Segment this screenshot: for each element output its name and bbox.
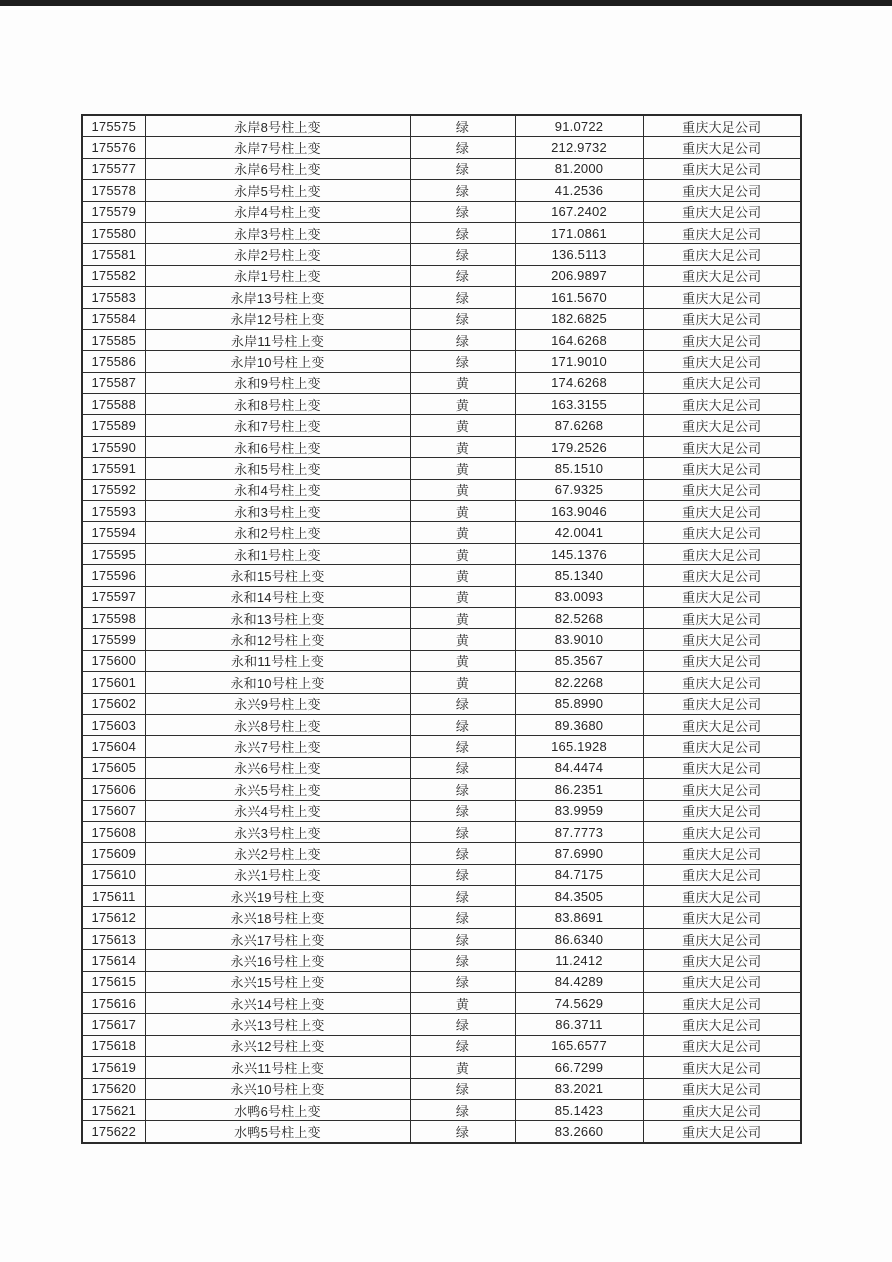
cell-name: 永和4号柱上变 bbox=[145, 479, 410, 500]
cell-company: 重庆大足公司 bbox=[643, 693, 801, 714]
cell-name: 永兴7号柱上变 bbox=[145, 736, 410, 757]
table-row bbox=[82, 180, 801, 201]
cell-value: 83.2021 bbox=[515, 1078, 643, 1099]
cell-company: 重庆大足公司 bbox=[643, 372, 801, 393]
cell-name: 永和10号柱上变 bbox=[145, 672, 410, 693]
cell-id: 175582 bbox=[82, 265, 145, 286]
cell-status: 绿 bbox=[410, 222, 515, 243]
cell-name: 永兴10号柱上变 bbox=[145, 1078, 410, 1099]
cell-status: 绿 bbox=[410, 779, 515, 800]
table-row bbox=[82, 137, 801, 158]
cell-status: 黄 bbox=[410, 629, 515, 650]
cell-value: 83.9959 bbox=[515, 800, 643, 821]
cell-company: 重庆大足公司 bbox=[643, 1014, 801, 1035]
cell-id: 175575 bbox=[82, 115, 145, 137]
cell-id: 175603 bbox=[82, 714, 145, 735]
cell-company: 重庆大足公司 bbox=[643, 565, 801, 586]
cell-status: 绿 bbox=[410, 137, 515, 158]
cell-id: 175592 bbox=[82, 479, 145, 500]
cell-name: 永和9号柱上变 bbox=[145, 372, 410, 393]
cell-name: 永兴14号柱上变 bbox=[145, 993, 410, 1014]
cell-value: 87.7773 bbox=[515, 821, 643, 842]
cell-status: 绿 bbox=[410, 287, 515, 308]
cell-name: 永和1号柱上变 bbox=[145, 543, 410, 564]
cell-company: 重庆大足公司 bbox=[643, 436, 801, 457]
cell-company: 重庆大足公司 bbox=[643, 907, 801, 928]
cell-company: 重庆大足公司 bbox=[643, 501, 801, 522]
cell-id: 175589 bbox=[82, 415, 145, 436]
table-row bbox=[82, 479, 801, 500]
cell-name: 永兴2号柱上变 bbox=[145, 843, 410, 864]
cell-status: 黄 bbox=[410, 522, 515, 543]
cell-company: 重庆大足公司 bbox=[643, 672, 801, 693]
cell-company: 重庆大足公司 bbox=[643, 244, 801, 265]
cell-value: 11.2412 bbox=[515, 950, 643, 971]
cell-status: 绿 bbox=[410, 821, 515, 842]
cell-status: 绿 bbox=[410, 693, 515, 714]
cell-id: 175607 bbox=[82, 800, 145, 821]
cell-status: 绿 bbox=[410, 1078, 515, 1099]
table-row bbox=[82, 308, 801, 329]
cell-id: 175583 bbox=[82, 287, 145, 308]
table-row bbox=[82, 287, 801, 308]
cell-status: 黄 bbox=[410, 436, 515, 457]
cell-status: 绿 bbox=[410, 329, 515, 350]
cell-status: 绿 bbox=[410, 886, 515, 907]
cell-status: 绿 bbox=[410, 308, 515, 329]
cell-name: 永兴8号柱上变 bbox=[145, 714, 410, 735]
cell-value: 83.0093 bbox=[515, 586, 643, 607]
cell-id: 175601 bbox=[82, 672, 145, 693]
cell-id: 175588 bbox=[82, 394, 145, 415]
cell-status: 黄 bbox=[410, 501, 515, 522]
table-row bbox=[82, 843, 801, 864]
cell-id: 175617 bbox=[82, 1014, 145, 1035]
cell-id: 175606 bbox=[82, 779, 145, 800]
cell-company: 重庆大足公司 bbox=[643, 971, 801, 992]
cell-company: 重庆大足公司 bbox=[643, 265, 801, 286]
cell-status: 绿 bbox=[410, 800, 515, 821]
cell-id: 175580 bbox=[82, 222, 145, 243]
cell-value: 89.3680 bbox=[515, 714, 643, 735]
table-row bbox=[82, 244, 801, 265]
cell-company: 重庆大足公司 bbox=[643, 928, 801, 949]
cell-value: 67.9325 bbox=[515, 479, 643, 500]
cell-value: 84.3505 bbox=[515, 886, 643, 907]
table-row bbox=[82, 1078, 801, 1099]
cell-value: 87.6990 bbox=[515, 843, 643, 864]
cell-status: 绿 bbox=[410, 1014, 515, 1035]
table-row bbox=[82, 1014, 801, 1035]
cell-value: 66.7299 bbox=[515, 1057, 643, 1078]
cell-id: 175613 bbox=[82, 928, 145, 949]
cell-name: 永兴15号柱上变 bbox=[145, 971, 410, 992]
table-row bbox=[82, 864, 801, 885]
cell-value: 83.8691 bbox=[515, 907, 643, 928]
cell-value: 171.0861 bbox=[515, 222, 643, 243]
table-row bbox=[82, 607, 801, 628]
cell-status: 黄 bbox=[410, 672, 515, 693]
cell-status: 黄 bbox=[410, 543, 515, 564]
cell-status: 绿 bbox=[410, 843, 515, 864]
table-row bbox=[82, 993, 801, 1014]
cell-value: 82.5268 bbox=[515, 607, 643, 628]
cell-value: 83.2660 bbox=[515, 1121, 643, 1143]
table-row bbox=[82, 351, 801, 372]
cell-status: 黄 bbox=[410, 372, 515, 393]
cell-status: 绿 bbox=[410, 115, 515, 137]
cell-name: 永和14号柱上变 bbox=[145, 586, 410, 607]
cell-company: 重庆大足公司 bbox=[643, 415, 801, 436]
cell-company: 重庆大足公司 bbox=[643, 137, 801, 158]
cell-value: 145.1376 bbox=[515, 543, 643, 564]
cell-value: 83.9010 bbox=[515, 629, 643, 650]
cell-id: 175602 bbox=[82, 693, 145, 714]
cell-company: 重庆大足公司 bbox=[643, 522, 801, 543]
cell-value: 164.6268 bbox=[515, 329, 643, 350]
cell-name: 永岸11号柱上变 bbox=[145, 329, 410, 350]
cell-company: 重庆大足公司 bbox=[643, 886, 801, 907]
cell-name: 永兴16号柱上变 bbox=[145, 950, 410, 971]
cell-status: 黄 bbox=[410, 565, 515, 586]
table-row bbox=[82, 629, 801, 650]
cell-name: 永和6号柱上变 bbox=[145, 436, 410, 457]
cell-company: 重庆大足公司 bbox=[643, 543, 801, 564]
table-row bbox=[82, 779, 801, 800]
cell-id: 175577 bbox=[82, 158, 145, 179]
table-row bbox=[82, 394, 801, 415]
cell-company: 重庆大足公司 bbox=[643, 757, 801, 778]
cell-id: 175597 bbox=[82, 586, 145, 607]
cell-company: 重庆大足公司 bbox=[643, 607, 801, 628]
cell-name: 永和3号柱上变 bbox=[145, 501, 410, 522]
cell-id: 175581 bbox=[82, 244, 145, 265]
cell-id: 175598 bbox=[82, 607, 145, 628]
cell-status: 绿 bbox=[410, 1121, 515, 1143]
cell-company: 重庆大足公司 bbox=[643, 351, 801, 372]
cell-name: 永兴18号柱上变 bbox=[145, 907, 410, 928]
cell-value: 87.6268 bbox=[515, 415, 643, 436]
cell-status: 绿 bbox=[410, 180, 515, 201]
cell-company: 重庆大足公司 bbox=[643, 394, 801, 415]
cell-value: 182.6825 bbox=[515, 308, 643, 329]
cell-id: 175622 bbox=[82, 1121, 145, 1143]
cell-value: 163.9046 bbox=[515, 501, 643, 522]
cell-id: 175610 bbox=[82, 864, 145, 885]
cell-value: 136.5113 bbox=[515, 244, 643, 265]
cell-name: 永兴9号柱上变 bbox=[145, 693, 410, 714]
cell-status: 黄 bbox=[410, 1057, 515, 1078]
cell-name: 永兴19号柱上变 bbox=[145, 886, 410, 907]
cell-value: 91.0722 bbox=[515, 115, 643, 137]
table-row bbox=[82, 201, 801, 222]
cell-company: 重庆大足公司 bbox=[643, 1057, 801, 1078]
cell-status: 绿 bbox=[410, 928, 515, 949]
cell-value: 85.8990 bbox=[515, 693, 643, 714]
table-row bbox=[82, 907, 801, 928]
cell-name: 永岸6号柱上变 bbox=[145, 158, 410, 179]
table-row bbox=[82, 565, 801, 586]
cell-company: 重庆大足公司 bbox=[643, 115, 801, 137]
table-row bbox=[82, 1099, 801, 1120]
cell-value: 161.5670 bbox=[515, 287, 643, 308]
table-row bbox=[82, 650, 801, 671]
table-row bbox=[82, 1057, 801, 1078]
cell-id: 175578 bbox=[82, 180, 145, 201]
cell-name: 永和7号柱上变 bbox=[145, 415, 410, 436]
cell-id: 175604 bbox=[82, 736, 145, 757]
cell-id: 175619 bbox=[82, 1057, 145, 1078]
cell-id: 175584 bbox=[82, 308, 145, 329]
cell-value: 74.5629 bbox=[515, 993, 643, 1014]
table-row bbox=[82, 971, 801, 992]
cell-name: 永兴1号柱上变 bbox=[145, 864, 410, 885]
cell-id: 175593 bbox=[82, 501, 145, 522]
cell-company: 重庆大足公司 bbox=[643, 158, 801, 179]
cell-value: 84.4289 bbox=[515, 971, 643, 992]
cell-value: 163.3155 bbox=[515, 394, 643, 415]
cell-name: 永兴17号柱上变 bbox=[145, 928, 410, 949]
cell-name: 永和2号柱上变 bbox=[145, 522, 410, 543]
cell-status: 绿 bbox=[410, 736, 515, 757]
cell-id: 175585 bbox=[82, 329, 145, 350]
table-row bbox=[82, 436, 801, 457]
cell-status: 黄 bbox=[410, 479, 515, 500]
cell-id: 175614 bbox=[82, 950, 145, 971]
table-row bbox=[82, 115, 801, 137]
table-row bbox=[82, 757, 801, 778]
cell-company: 重庆大足公司 bbox=[643, 714, 801, 735]
cell-value: 84.4474 bbox=[515, 757, 643, 778]
cell-value: 165.6577 bbox=[515, 1035, 643, 1056]
cell-value: 86.3711 bbox=[515, 1014, 643, 1035]
table-row bbox=[82, 672, 801, 693]
cell-status: 绿 bbox=[410, 1099, 515, 1120]
cell-status: 黄 bbox=[410, 650, 515, 671]
cell-name: 永和15号柱上变 bbox=[145, 565, 410, 586]
cell-name: 永兴6号柱上变 bbox=[145, 757, 410, 778]
cell-id: 175621 bbox=[82, 1099, 145, 1120]
cell-value: 171.9010 bbox=[515, 351, 643, 372]
cell-name: 永岸8号柱上变 bbox=[145, 115, 410, 137]
table-row bbox=[82, 1035, 801, 1056]
cell-name: 永和12号柱上变 bbox=[145, 629, 410, 650]
cell-status: 绿 bbox=[410, 714, 515, 735]
table-row bbox=[82, 458, 801, 479]
cell-value: 165.1928 bbox=[515, 736, 643, 757]
document-page bbox=[0, 6, 892, 1262]
cell-name: 永兴12号柱上变 bbox=[145, 1035, 410, 1056]
cell-status: 绿 bbox=[410, 351, 515, 372]
cell-value: 41.2536 bbox=[515, 180, 643, 201]
cell-status: 黄 bbox=[410, 586, 515, 607]
cell-value: 212.9732 bbox=[515, 137, 643, 158]
cell-status: 绿 bbox=[410, 158, 515, 179]
cell-id: 175599 bbox=[82, 629, 145, 650]
cell-company: 重庆大足公司 bbox=[643, 479, 801, 500]
cell-name: 永岸1号柱上变 bbox=[145, 265, 410, 286]
cell-status: 黄 bbox=[410, 415, 515, 436]
cell-name: 永和5号柱上变 bbox=[145, 458, 410, 479]
cell-status: 绿 bbox=[410, 757, 515, 778]
cell-id: 175618 bbox=[82, 1035, 145, 1056]
cell-name: 永和8号柱上变 bbox=[145, 394, 410, 415]
cell-name: 永兴13号柱上变 bbox=[145, 1014, 410, 1035]
cell-value: 85.1423 bbox=[515, 1099, 643, 1120]
table-row bbox=[82, 329, 801, 350]
table-row bbox=[82, 222, 801, 243]
cell-id: 175611 bbox=[82, 886, 145, 907]
cell-company: 重庆大足公司 bbox=[643, 1099, 801, 1120]
cell-name: 水鸭6号柱上变 bbox=[145, 1099, 410, 1120]
cell-status: 绿 bbox=[410, 864, 515, 885]
cell-company: 重庆大足公司 bbox=[643, 650, 801, 671]
cell-company: 重庆大足公司 bbox=[643, 736, 801, 757]
cell-id: 175608 bbox=[82, 821, 145, 842]
cell-value: 86.6340 bbox=[515, 928, 643, 949]
cell-status: 绿 bbox=[410, 201, 515, 222]
cell-id: 175600 bbox=[82, 650, 145, 671]
cell-id: 175579 bbox=[82, 201, 145, 222]
cell-id: 175616 bbox=[82, 993, 145, 1014]
cell-status: 绿 bbox=[410, 971, 515, 992]
cell-id: 175590 bbox=[82, 436, 145, 457]
cell-company: 重庆大足公司 bbox=[643, 629, 801, 650]
cell-value: 206.9897 bbox=[515, 265, 643, 286]
cell-value: 179.2526 bbox=[515, 436, 643, 457]
cell-company: 重庆大足公司 bbox=[643, 458, 801, 479]
cell-company: 重庆大足公司 bbox=[643, 1035, 801, 1056]
cell-status: 黄 bbox=[410, 607, 515, 628]
table-row bbox=[82, 158, 801, 179]
cell-value: 81.2000 bbox=[515, 158, 643, 179]
table-row bbox=[82, 501, 801, 522]
cell-name: 永和13号柱上变 bbox=[145, 607, 410, 628]
cell-company: 重庆大足公司 bbox=[643, 821, 801, 842]
cell-company: 重庆大足公司 bbox=[643, 779, 801, 800]
cell-company: 重庆大足公司 bbox=[643, 287, 801, 308]
cell-company: 重庆大足公司 bbox=[643, 1078, 801, 1099]
cell-company: 重庆大足公司 bbox=[643, 864, 801, 885]
cell-name: 永岸7号柱上变 bbox=[145, 137, 410, 158]
cell-company: 重庆大足公司 bbox=[643, 222, 801, 243]
transformer-data-table bbox=[81, 114, 802, 1144]
cell-id: 175615 bbox=[82, 971, 145, 992]
cell-company: 重庆大足公司 bbox=[643, 308, 801, 329]
cell-name: 永岸13号柱上变 bbox=[145, 287, 410, 308]
cell-company: 重庆大足公司 bbox=[643, 201, 801, 222]
table-row bbox=[82, 543, 801, 564]
cell-value: 85.3567 bbox=[515, 650, 643, 671]
table-row bbox=[82, 415, 801, 436]
cell-value: 82.2268 bbox=[515, 672, 643, 693]
table-row bbox=[82, 714, 801, 735]
cell-value: 84.7175 bbox=[515, 864, 643, 885]
cell-name: 永兴11号柱上变 bbox=[145, 1057, 410, 1078]
cell-status: 黄 bbox=[410, 394, 515, 415]
cell-id: 175612 bbox=[82, 907, 145, 928]
cell-value: 167.2402 bbox=[515, 201, 643, 222]
cell-company: 重庆大足公司 bbox=[643, 586, 801, 607]
cell-name: 永岸2号柱上变 bbox=[145, 244, 410, 265]
cell-name: 永岸4号柱上变 bbox=[145, 201, 410, 222]
cell-company: 重庆大足公司 bbox=[643, 180, 801, 201]
cell-name: 永岸5号柱上变 bbox=[145, 180, 410, 201]
cell-status: 绿 bbox=[410, 907, 515, 928]
table-body bbox=[82, 115, 801, 1143]
cell-id: 175591 bbox=[82, 458, 145, 479]
cell-status: 绿 bbox=[410, 244, 515, 265]
cell-id: 175594 bbox=[82, 522, 145, 543]
cell-name: 永岸10号柱上变 bbox=[145, 351, 410, 372]
cell-status: 绿 bbox=[410, 1035, 515, 1056]
cell-name: 永兴3号柱上变 bbox=[145, 821, 410, 842]
cell-id: 175595 bbox=[82, 543, 145, 564]
cell-status: 绿 bbox=[410, 950, 515, 971]
cell-company: 重庆大足公司 bbox=[643, 993, 801, 1014]
table-row bbox=[82, 522, 801, 543]
cell-value: 86.2351 bbox=[515, 779, 643, 800]
cell-name: 永岸3号柱上变 bbox=[145, 222, 410, 243]
cell-id: 175609 bbox=[82, 843, 145, 864]
cell-value: 85.1510 bbox=[515, 458, 643, 479]
cell-name: 永和11号柱上变 bbox=[145, 650, 410, 671]
cell-id: 175587 bbox=[82, 372, 145, 393]
cell-name: 永兴5号柱上变 bbox=[145, 779, 410, 800]
cell-value: 85.1340 bbox=[515, 565, 643, 586]
table-row bbox=[82, 950, 801, 971]
cell-name: 永岸12号柱上变 bbox=[145, 308, 410, 329]
cell-value: 174.6268 bbox=[515, 372, 643, 393]
table-row bbox=[82, 372, 801, 393]
table-row bbox=[82, 1121, 801, 1143]
cell-id: 175576 bbox=[82, 137, 145, 158]
cell-value: 42.0041 bbox=[515, 522, 643, 543]
cell-company: 重庆大足公司 bbox=[643, 329, 801, 350]
table-row bbox=[82, 886, 801, 907]
cell-company: 重庆大足公司 bbox=[643, 950, 801, 971]
cell-company: 重庆大足公司 bbox=[643, 1121, 801, 1143]
table-row bbox=[82, 586, 801, 607]
cell-name: 永兴4号柱上变 bbox=[145, 800, 410, 821]
cell-id: 175596 bbox=[82, 565, 145, 586]
table-row bbox=[82, 800, 801, 821]
cell-status: 黄 bbox=[410, 458, 515, 479]
table-row bbox=[82, 693, 801, 714]
table-row bbox=[82, 928, 801, 949]
cell-id: 175586 bbox=[82, 351, 145, 372]
cell-status: 黄 bbox=[410, 993, 515, 1014]
table-row bbox=[82, 821, 801, 842]
cell-company: 重庆大足公司 bbox=[643, 800, 801, 821]
cell-id: 175620 bbox=[82, 1078, 145, 1099]
table-row bbox=[82, 265, 801, 286]
cell-id: 175605 bbox=[82, 757, 145, 778]
cell-status: 绿 bbox=[410, 265, 515, 286]
cell-company: 重庆大足公司 bbox=[643, 843, 801, 864]
cell-name: 水鸭5号柱上变 bbox=[145, 1121, 410, 1143]
table-row bbox=[82, 736, 801, 757]
